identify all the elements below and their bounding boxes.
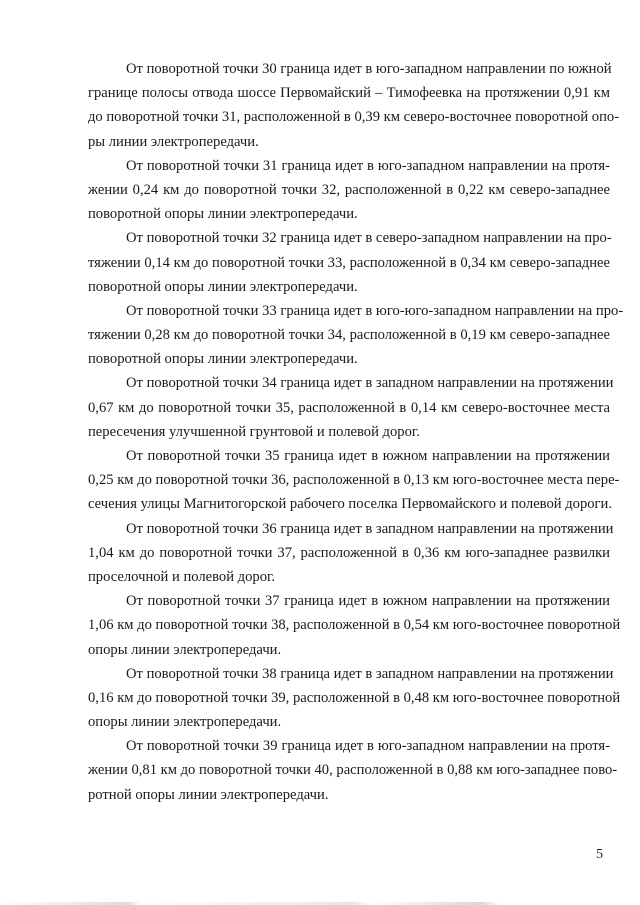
paragraph-3 (88, 226, 610, 299)
paragraph-line: сечения улицы Магнитогорской рабочего поселка Первомайского и полевой дороги. (88, 496, 612, 513)
paragraph-line: От поворотной точки 31 граница идет в юго-западном направлении на протя- (126, 157, 610, 174)
paragraph-2 (88, 154, 610, 227)
paragraph-6 (88, 444, 620, 517)
paragraph-line: тяжении 0,14 км до поворотной точки 33, расположенной в 0,34 км северо-западнее (88, 254, 610, 271)
paragraph-line: ротной опоры линии электропередачи. (88, 786, 329, 803)
paragraph-line: 1,04 км до поворотной точки 37, расположенной в 0,36 км юго-западнее развилки (88, 544, 610, 561)
paragraph-line: поворотной опоры линии электропередачи. (88, 351, 358, 368)
paragraph-line: От поворотной точки 39 граница идет в юго-западном направлении на протя- (126, 738, 610, 755)
paragraph-line: От поворотной точки 33 граница идет в юго-юго-западном направлении на про- (126, 302, 624, 319)
paragraph-line: 0,16 км до поворотной точки 39, расположенной в 0,48 км юго-восточнее поворотной (88, 689, 621, 706)
paragraph-line: границе полосы отвода шоссе Первомайский – Тимофеевка на протяжении 0,91 км (88, 85, 610, 102)
paragraph-4 (88, 299, 624, 372)
paragraph-line: пересечения улучшенной грунтовой и полевой дорог. (88, 423, 420, 440)
paragraph-line: поворотной опоры линии электропередачи. (88, 206, 358, 223)
paragraph-line: 0,67 км до поворотной точки 35, расположенной в 0,14 км северо-восточнее места (88, 399, 610, 416)
paragraph-9 (88, 662, 621, 735)
paragraph-line: От поворотной точки 32 граница идет в северо-западном направлении на про- (126, 230, 612, 247)
document-body (88, 57, 624, 807)
paragraph-line: От поворотной точки 36 граница идет в западном направлении на протяжении (126, 520, 614, 537)
paragraph-line: опоры линии электропередачи. (88, 641, 282, 658)
paragraph-line: опоры линии электропередачи. (88, 714, 282, 731)
paragraph-line: жении 0,81 км до поворотной точки 40, расположенной в 0,88 км юго-западнее пово- (88, 762, 618, 779)
paragraph-1 (88, 57, 620, 154)
paragraph-line: жении 0,24 км до поворотной точки 32, расположенной в 0,22 км северо-западнее (88, 181, 610, 198)
paragraph-line: поворотной опоры линии электропередачи. (88, 278, 358, 295)
paragraph-line: От поворотной точки 37 граница идет в южном направлении на протяжении (126, 593, 610, 610)
page-number: 5 (596, 847, 603, 862)
paragraph-line: От поворотной точки 35 граница идет в южном направлении на протяжении (126, 448, 610, 464)
paragraph-line: 1,06 км до поворотной точки 38, расположенной в 0,54 км юго-восточнее поворотной (88, 617, 621, 634)
paragraph-8 (88, 589, 621, 662)
paragraph-line: От поворотной точки 38 граница идет в западном направлении на протяжении (126, 665, 614, 682)
paragraph-line: 0,25 км до поворотной точки 36, расположенной в 0,13 км юго-восточнее места пере- (88, 472, 620, 489)
paragraph-line: до поворотной точки 31, расположенной в 0,39 км северо-восточнее поворотной опо- (88, 109, 620, 126)
paragraph-line: От поворотной точки 30 граница идет в юго-западном направлении по южной (126, 61, 612, 77)
paragraph-line: От поворотной точки 34 граница идет в западном направлении на протяжении (126, 375, 614, 392)
paragraph-line: ры линии электропередачи. (88, 133, 259, 150)
paragraph-line: тяжении 0,28 км до поворотной точки 34, расположенной в 0,19 км северо-западнее (88, 327, 610, 344)
paragraph-7 (88, 517, 614, 590)
paragraph-5 (88, 371, 614, 444)
paragraph-line: проселочной и полевой дорог. (88, 568, 275, 585)
paragraph-10 (88, 734, 618, 807)
